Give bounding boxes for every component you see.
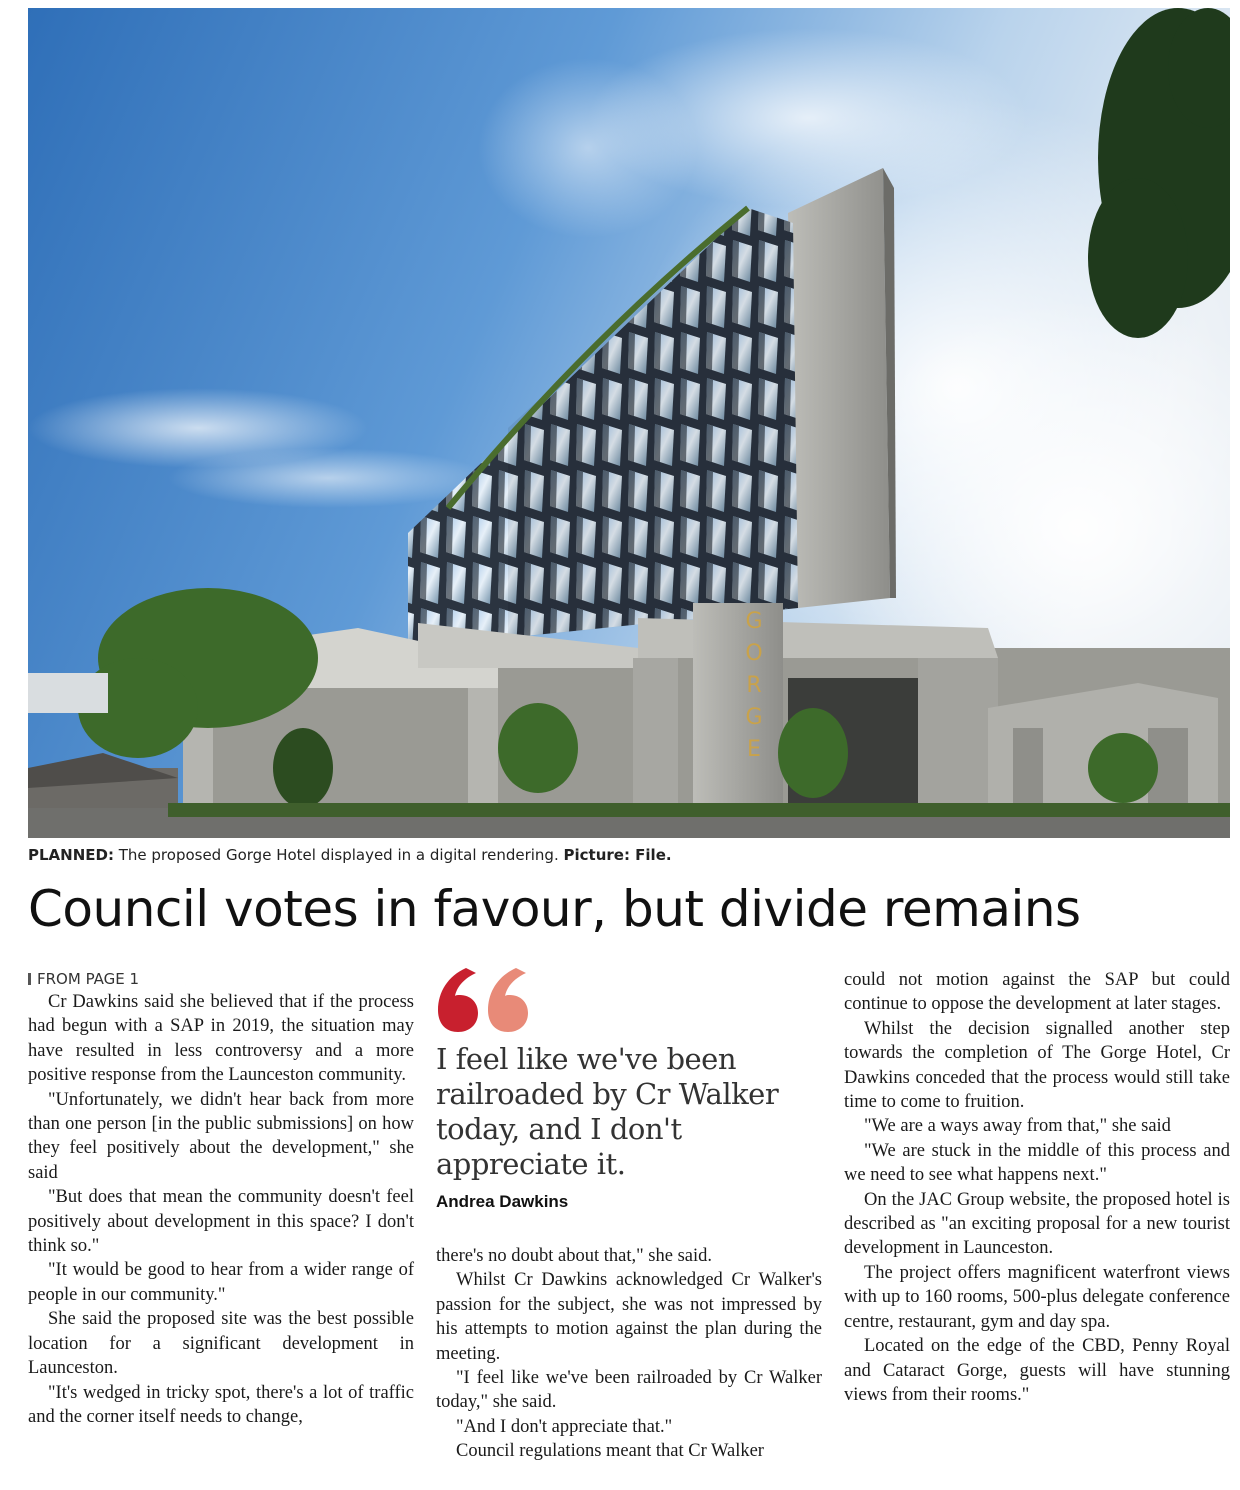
article-column-3 <box>844 968 1230 1407</box>
sign-letter: R <box>746 673 762 698</box>
paragraph: Whilst the decision signalled another step towards the completion of The Gorge Hotel, Cr Dawkins conceded that the process would still take time to come to fruition. <box>844 1018 1230 1113</box>
kicker-bar <box>28 973 31 985</box>
paragraph: "And I don't appreciate that." <box>456 1416 673 1437</box>
paragraph: The project offers magnificent waterfront views with up to 160 rooms, 500-plus delegate conference centre, restaurant, gym and day spa. <box>844 1262 1230 1332</box>
paragraph: there's no doubt about that," she said. <box>436 1246 713 1266</box>
photo-caption <box>28 846 1230 864</box>
paragraph: Located on the edge of the CBD, Penny Royal and Cataract Gorge, guests will have stunning views from their rooms." <box>844 1336 1230 1405</box>
paragraph: "I feel like we've been railroaded by Cr Walker today," she said. <box>436 1368 822 1413</box>
paragraph: "But does that mean the community doesn't feel positively about development in this space? I don't think so." <box>28 1187 414 1257</box>
paragraph: Cr Dawkins said she believed that if the process had begun with a SAP in 2019, the situation may have resulted in less controversy and a more positive response from the Launceston community. <box>28 992 414 1086</box>
kicker-text: FROM PAGE 1 <box>37 970 140 988</box>
pull-quote-author: Andrea Dawkins <box>436 1192 569 1211</box>
caption-credit: Picture: File. <box>563 846 672 864</box>
sign-letter: O <box>745 641 763 666</box>
paragraph: "It would be good to hear from a wider range of people in our community." <box>28 1260 414 1305</box>
gorge-sign <box>745 609 762 762</box>
hotel-rendering-illustration <box>28 8 1230 838</box>
paragraph: "We are a ways away from that," she said <box>864 1116 1171 1137</box>
hotel-rendering-photo <box>28 8 1230 838</box>
caption-label: PLANNED: <box>28 846 114 864</box>
paragraph: "Unfortunately, we didn't hear back from more than one person [in the public submissions] on how they feel positively about the development," she said <box>28 1089 414 1183</box>
headline: Council votes in favour, but divide remains <box>28 880 1081 938</box>
pull-quote <box>436 968 822 1244</box>
paragraph: "It's wedged in tricky spot, there's a lot of traffic and the corner itself needs to change, <box>28 1382 414 1427</box>
quote-mark-icon <box>436 960 536 1040</box>
paragraph: Whilst Cr Dawkins acknowledged Cr Walker's passion for the subject, she was not impressed by his attempts to motion against the plan during the meeting. <box>436 1270 822 1364</box>
caption-text: The proposed Gorge Hotel displayed in a digital rendering. <box>113 846 564 864</box>
sign-letter: G <box>745 609 763 634</box>
paragraph: She said the proposed site was the best possible location for a significant development in Launceston. <box>28 1309 414 1379</box>
sign-letter: E <box>747 737 761 762</box>
paragraph: could not motion against the SAP but could continue to oppose the development at later stages. <box>844 970 1230 1015</box>
paragraph: On the JAC Group website, the proposed hotel is described as "an exciting proposal for a new tourist development in Launceston. <box>844 1189 1230 1259</box>
article-column-1 <box>28 968 414 1429</box>
paragraph: "We are stuck in the middle of this process and we need to see what happens next." <box>844 1140 1230 1186</box>
from-page-kicker <box>28 968 414 990</box>
article-column-2 <box>436 968 822 1464</box>
sign-letter: G <box>745 705 763 730</box>
paragraph: Council regulations meant that Cr Walker <box>456 1441 764 1462</box>
pull-quote-text: I feel like we've been railroaded by Cr Walker today, and I don't appreciate it. <box>436 1042 779 1181</box>
